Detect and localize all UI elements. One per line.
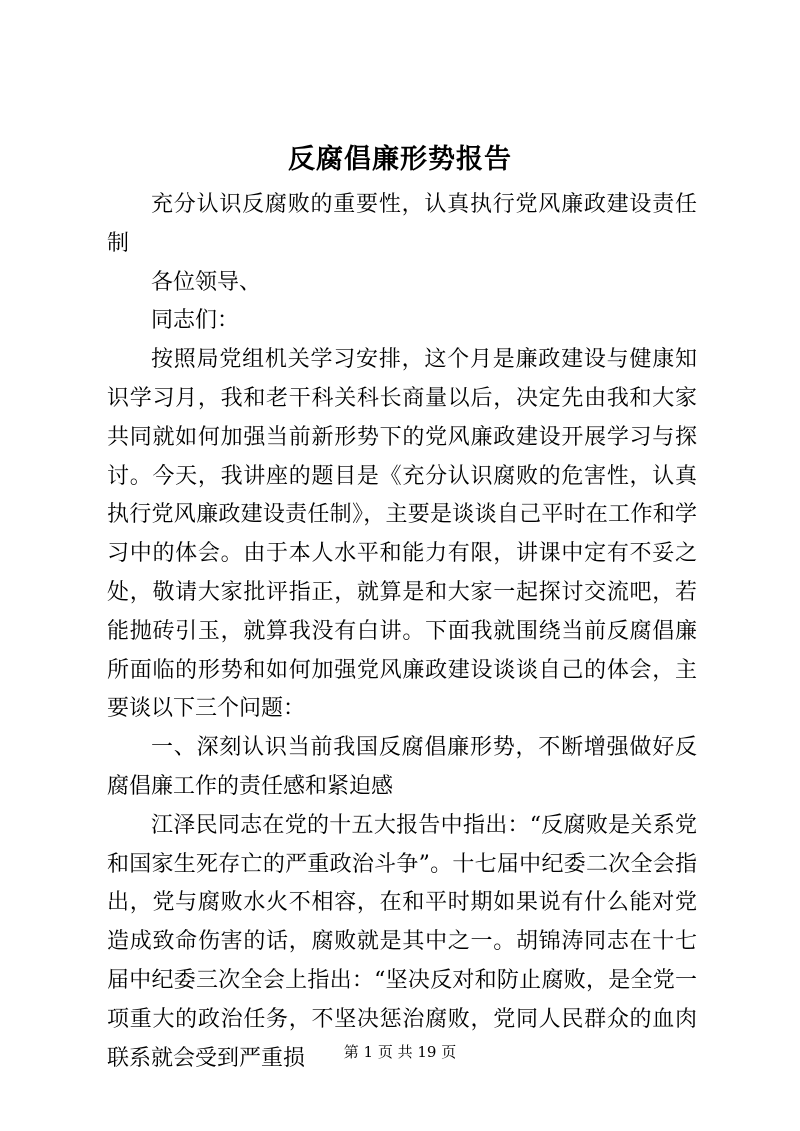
salutation-comrades: 同志们： xyxy=(151,308,240,334)
document-title: 反腐倡廉形势报告 xyxy=(288,144,512,175)
intro-paragraph: 按照局党组机关学习安排，这个月是廉政建设与健康知识学习月，我和老干科关科长商量以后，决定先由我和大家共同就如何加强当前新形势下的党风廉政建设开展学习与探讨。今天，我讲座的题目是《充分认识腐败的危害性，认真执行党风廉政建设责任制》，主要是谈谈自己平时在工作和学习中的体会。由于本人水平和能力有限，讲课中定有不妥之处，敬请大家批评指正，就算是和大家一起探讨交流吧，若能抛砖引玉，就算我没有白讲。下面我就围绕当前反腐倡廉所面临的形势和如何加强党风廉政建设谈谈自己的体会，主要谈以下三个问题： xyxy=(107,347,697,722)
subtitle-paragraph: 充分认识反腐败的重要性，认真执行党风廉政建设责任制 xyxy=(107,192,697,256)
section-heading-1: 一、深刻认识当前我国反腐倡廉形势，不断增强做好反腐倡廉工作的责任感和紧迫感 xyxy=(107,735,697,799)
salutation-leaders: 各位领导、 xyxy=(151,269,262,295)
page-footer: 第 1 页 共 19 页 xyxy=(343,1043,457,1061)
body-paragraph: 江泽民同志在党的十五大报告中指出：“反腐败是关系党和国家生死存亡的严重政治斗争”。十七届中纪委二次全会指出，党与腐败水火不相容，在和平时期如果说有什么能对党造成致命伤害的话，腐败就是其中之一。胡锦涛同志在十七届中纪委三次全会上指出：“坚决反对和防止腐败，是全党一项重大的政治任务，不坚决惩治腐败，党同人民群众的血肉联系就会受到严重损 xyxy=(107,812,697,1071)
document-body xyxy=(107,186,697,1078)
